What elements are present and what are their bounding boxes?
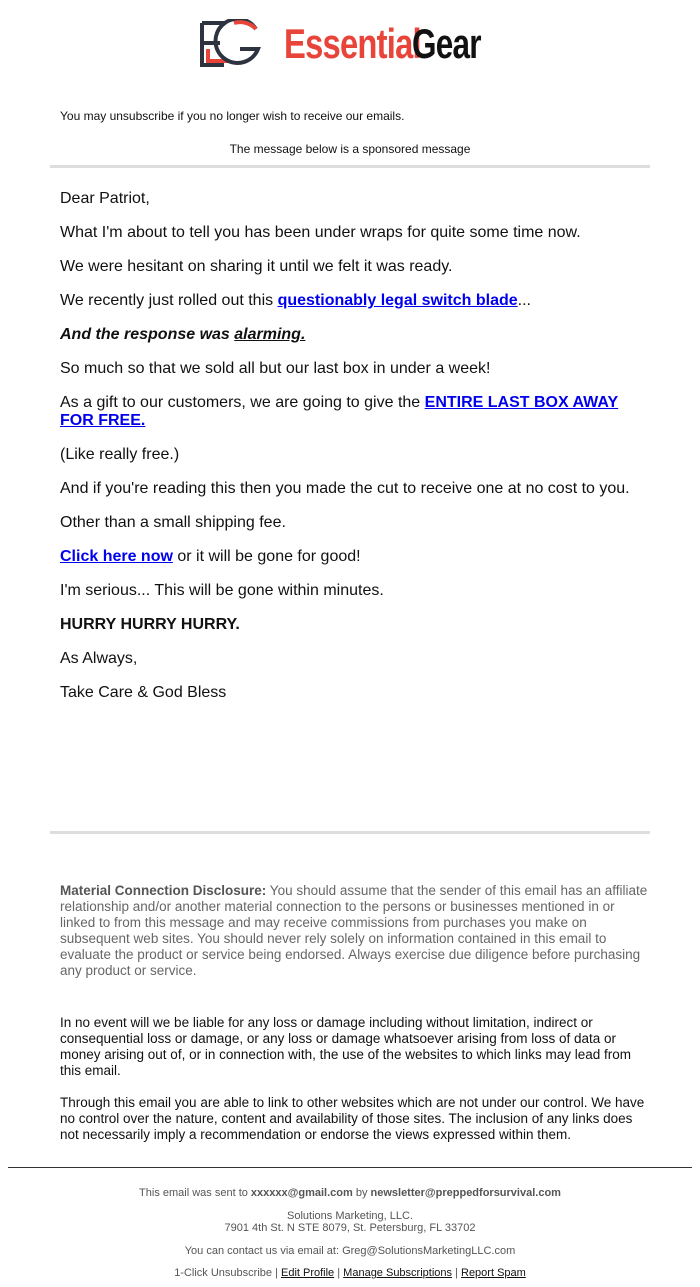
paragraph: What I'm about to tell you has been under wraps for quite some time now. <box>60 224 581 241</box>
paragraph: As Always, <box>60 650 138 667</box>
paragraph: We were hesitant on sharing it until we felt it was ready. <box>60 258 453 275</box>
paragraph: Click here now or it will be gone for good! <box>60 548 361 565</box>
logo-word-essential: Essential <box>284 20 421 67</box>
liability-text: In no event will we be liable for any loss or damage including without limitation, indirect or consequential loss or damage, or any loss or damage whatsoever arising from loss of data or money arising out of, or in connection with, the use of the websites to which links may lead from this email. <box>60 1015 632 1078</box>
one-click-unsubscribe[interactable]: 1-Click Unsubscribe <box>174 1267 272 1279</box>
contact-info: You can contact us via email at: Greg@SolutionsMarketingLLC.com <box>184 1245 516 1257</box>
edit-profile-link[interactable]: Edit Profile <box>280 1267 335 1279</box>
company-name: Solutions Marketing, LLC. <box>287 1210 413 1222</box>
paragraph: Other than a small shipping fee. <box>60 514 286 531</box>
manage-subscriptions-link[interactable]: Manage Subscriptions <box>343 1267 453 1279</box>
free-box-link[interactable]: ENTIRE LAST BOX AWAY FOR FREE. <box>60 394 619 429</box>
signoff: Take Care & God Bless <box>60 684 227 701</box>
click-here-link[interactable]: Click here now <box>60 548 173 565</box>
message-body <box>60 190 650 718</box>
sponsored-note: The message below is a sponsored message <box>229 142 471 156</box>
greeting: Dear Patriot, <box>60 190 150 207</box>
unsubscribe-note: You may unsubscribe if you no longer wish to receive our emails. <box>60 109 405 123</box>
switch-blade-link[interactable]: questionably legal switch blade <box>277 292 518 309</box>
eg-logo-icon <box>198 19 262 69</box>
logo <box>0 18 700 70</box>
footer-links: 1-Click Unsubscribe | Edit Profile | Manage Subscriptions | Report Spam <box>174 1267 526 1279</box>
logo-word-gear: Gear <box>412 20 481 67</box>
company-address: 7901 4th St. N STE 8079, St. Petersburg, FL 33702 <box>224 1222 476 1234</box>
divider <box>50 831 650 834</box>
paragraph: And if you're reading this then you made the cut to receive one at no cost to you. <box>60 480 630 497</box>
paragraph: HURRY HURRY HURRY. <box>60 616 240 633</box>
external-links-text: Through this email you are able to link to other websites which are not under our control. We have no control over the nature, content and availability of those sites. The inclusion of any links does not necessarily imply a recommendation or endorse the views expressed within them. <box>60 1095 645 1142</box>
paragraph: And the response was alarming. <box>60 326 306 343</box>
divider <box>50 165 650 168</box>
paragraph: So much so that we sold all but our last box in under a week! <box>60 360 491 377</box>
material-disclosure: Material Connection Disclosure: You should assume that the sender of this email has an affiliate relationship and/or another material connection to the persons or businesses mentioned in or linked to from this message and may receive commissions from purchases you make on subsequent web sites. You should never rely solely on information contained in this email to evaluate the product or service being endorsed. Always exercise due diligence before purchasing any product or service. <box>60 883 648 978</box>
paragraph: As a gift to our customers, we are going to give the ENTIRE LAST BOX AWAY FOR FREE. <box>60 394 619 429</box>
paragraph: (Like really free.) <box>60 446 180 463</box>
report-spam-link[interactable]: Report Spam <box>461 1267 526 1279</box>
footer-divider <box>8 1167 692 1168</box>
paragraph: We recently just rolled out this questionably legal switch blade... <box>60 292 531 309</box>
sent-info: This email was sent to xxxxxx@gmail.com by newsletter@preppedforsurvival.com <box>139 1187 561 1199</box>
paragraph: I'm serious... This will be gone within minutes. <box>60 582 384 599</box>
